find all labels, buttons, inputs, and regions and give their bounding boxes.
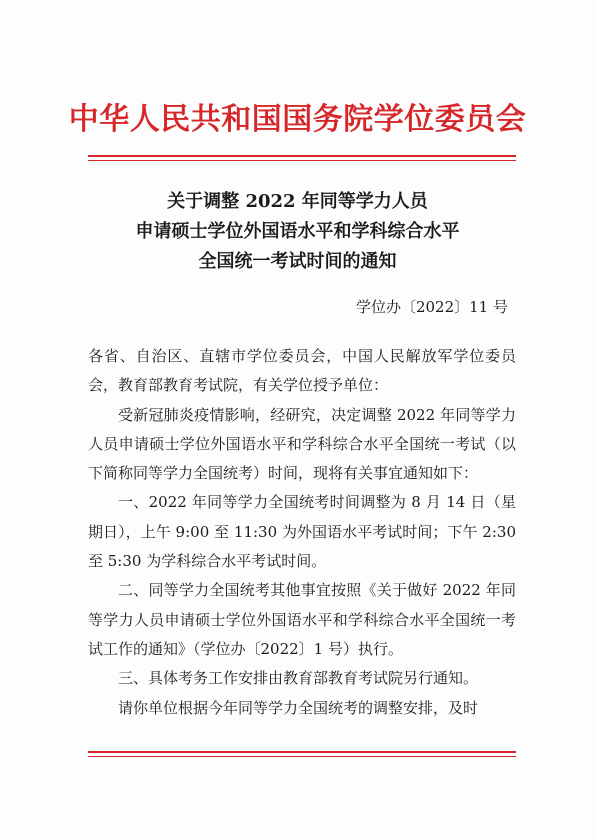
closing-paragraph: 请你单位根据今年同等学力全国统考的调整安排，及时 [118,698,479,717]
recipients-paragraph: 各省、自治区、直辖市学位委员会，中国人民解放军学位委员会，教育部教育考试院，有关学位授予单位： [88,347,516,395]
document-title-line-2: 申请硕士学位外国语水平和学科综合水平 [135,221,460,242]
header-red-rule [88,155,516,157]
header-red-rule-thin [88,160,516,161]
footer-red-rule [88,751,516,753]
document-title-line-1: 关于调整 2022 年同等学力人员 [167,191,428,212]
document-title-line-3: 全国统一考试时间的通知 [198,251,397,272]
document-body [88,342,516,723]
item-3-paragraph: 三、具体考务工作安排由教育部教育考试院另行通知。 [118,669,479,688]
issuing-organization-header: 中华人民共和国国务院学位委员会 [68,102,527,137]
intro-paragraph: 受新冠肺炎疫情影响，经研究，决定调整 2022 年同等学力人员申请硕士学位外国语水平和学科综合水平全国统一考试（以下简称同等学力全国统考）时间，现将有关事宜通知如下： [88,405,516,483]
document-number: 学位办〔2022〕11 号 [355,298,508,316]
item-1-paragraph: 一、2022 年同等学力全国统考时间调整为 8 月 14 日（星期日），上午 9:00 至 11:30 为外国语水平考试时间；下午 2:30 至 5:30 为学科综合水平考试时间。 [88,493,516,571]
document-title [0,187,595,277]
item-2-paragraph: 二、同等学力全国统考其他事宜按照《关于做好 2022 年同等学力人员申请硕士学位外国语水平和学科综合水平全国统一考试工作的通知》（学位办〔2022〕1 号）执行。 [88,581,516,658]
footer-red-rule-thin [88,756,516,757]
